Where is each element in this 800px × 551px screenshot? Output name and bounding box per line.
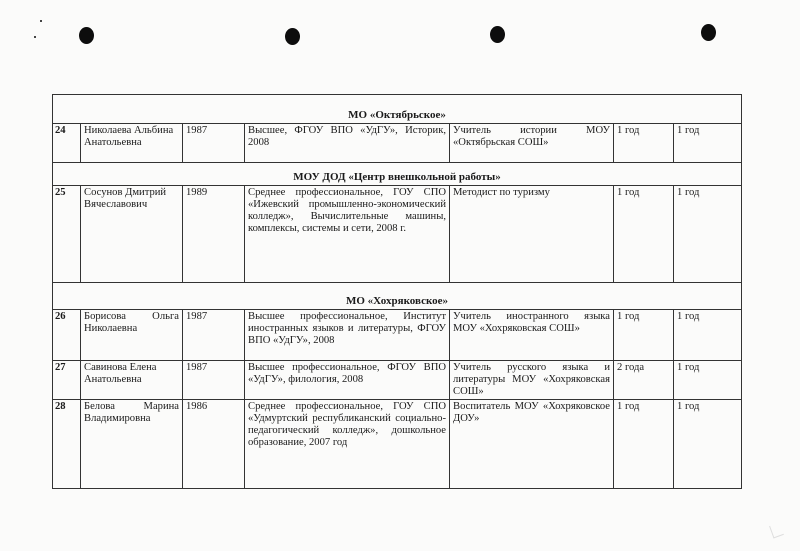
row-number: 25 bbox=[53, 186, 81, 283]
position: Учитель русского языка и литературы МОУ «Хохряковская СОШ» bbox=[450, 361, 614, 400]
table-row bbox=[53, 361, 742, 400]
section-header-oktyabrskoe bbox=[53, 95, 742, 124]
scan-speck bbox=[34, 36, 36, 38]
punch-hole-4 bbox=[701, 24, 716, 41]
experience-total: 1 год bbox=[614, 310, 674, 361]
employee-name: Савинова Елена Анатольевна bbox=[81, 361, 183, 400]
experience-position: 1 год bbox=[674, 124, 742, 163]
experience-position: 1 год bbox=[674, 310, 742, 361]
row-number: 26 bbox=[53, 310, 81, 361]
experience-total: 2 года bbox=[614, 361, 674, 400]
education: Высшее профессиональное, ФГОУ ВПО «УдГУ», филология, 2008 bbox=[245, 361, 450, 400]
row-number: 28 bbox=[53, 400, 81, 489]
employee-name: Белова Марина Владимировна bbox=[81, 400, 183, 489]
birth-year: 1987 bbox=[183, 310, 245, 361]
row-number: 24 bbox=[53, 124, 81, 163]
employee-name: Сосунов Дмитрий Вячеславович bbox=[81, 186, 183, 283]
section-header-khokhryakovskoe bbox=[53, 283, 742, 310]
position: Методист по туризму bbox=[450, 186, 614, 283]
employee-name: Борисова Ольга Николаевна bbox=[81, 310, 183, 361]
table-row bbox=[53, 310, 742, 361]
section-title: МО «Хохряковское» bbox=[53, 283, 742, 310]
education: Высшее профессиональное, Институт иностранных языков и литературы, ФГОУ ВПО «УдГУ», 2008 bbox=[245, 310, 450, 361]
scan-speck bbox=[40, 20, 42, 22]
experience-position: 1 год bbox=[674, 186, 742, 283]
experience-total: 1 год bbox=[614, 186, 674, 283]
position: Учитель иностранного языка МОУ «Хохряковская СОШ» bbox=[450, 310, 614, 361]
staff-table bbox=[52, 94, 742, 489]
birth-year: 1989 bbox=[183, 186, 245, 283]
birth-year: 1986 bbox=[183, 400, 245, 489]
experience-position: 1 год bbox=[674, 361, 742, 400]
table-row bbox=[53, 124, 742, 163]
education: Среднее профессиональное, ГОУ СПО «Удмуртский республиканский социально-педагогический колледж», дошкольное образование, 2007 год bbox=[245, 400, 450, 489]
scan-smudge bbox=[769, 523, 784, 539]
table-row bbox=[53, 400, 742, 489]
experience-total: 1 год bbox=[614, 400, 674, 489]
table-row bbox=[53, 186, 742, 283]
row-number: 27 bbox=[53, 361, 81, 400]
birth-year: 1987 bbox=[183, 361, 245, 400]
employee-name: Николаева Альбина Анатольевна bbox=[81, 124, 183, 163]
position: Воспитатель МОУ «Хохряковское ДОУ» bbox=[450, 400, 614, 489]
education: Среднее профессиональное, ГОУ СПО «Ижевский промышленно-экономический колледж», Вычислительные машины, комплексы, системы и сети, 2008 г. bbox=[245, 186, 450, 283]
birth-year: 1987 bbox=[183, 124, 245, 163]
punch-hole-1 bbox=[79, 27, 94, 44]
experience-total: 1 год bbox=[614, 124, 674, 163]
position: Учитель истории МОУ «Октябрьская СОШ» bbox=[450, 124, 614, 163]
education: Высшее, ФГОУ ВПО «УдГУ», Историк, 2008 bbox=[245, 124, 450, 163]
section-title: МОУ ДОД «Центр внешкольной работы» bbox=[53, 163, 742, 186]
section-header-cvr bbox=[53, 163, 742, 186]
punch-hole-2 bbox=[285, 28, 300, 45]
section-title: МО «Октябрьское» bbox=[53, 95, 742, 124]
punch-hole-3 bbox=[490, 26, 505, 43]
experience-position: 1 год bbox=[674, 400, 742, 489]
